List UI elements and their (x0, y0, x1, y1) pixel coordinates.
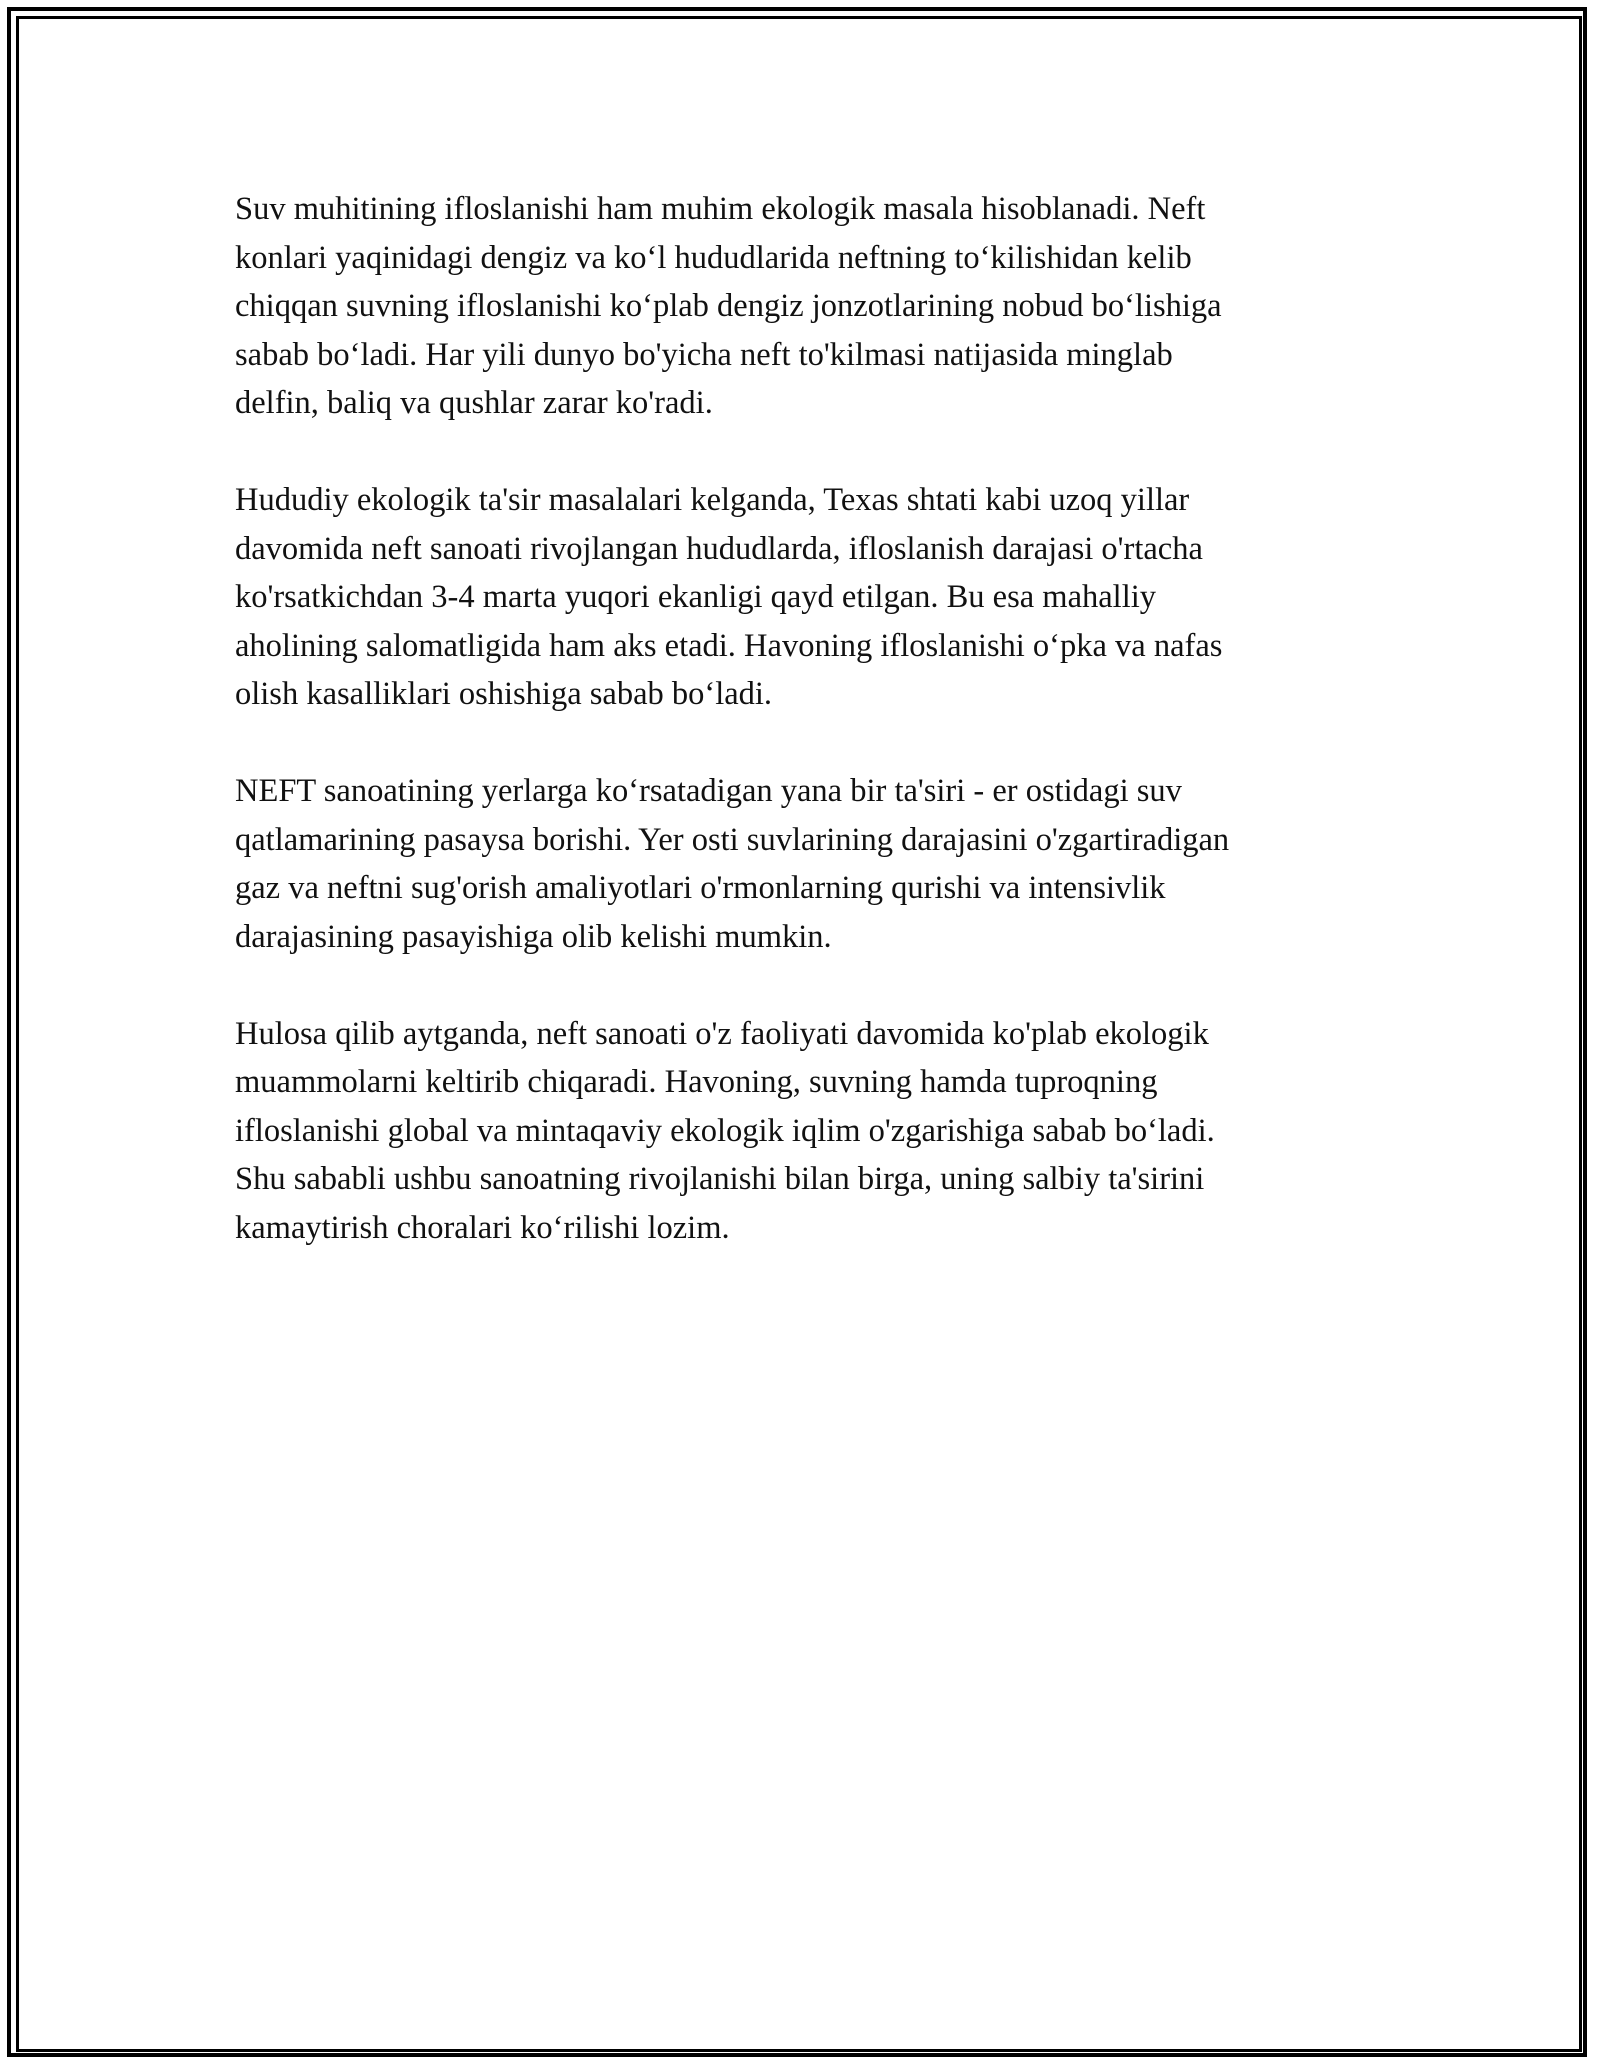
text-line: Hududiy ekologik ta'sir masalalari kelganda, Texas shtati kabi uzoq yillar (235, 482, 1190, 518)
paragraph-regional-impact (235, 476, 1385, 719)
text-line: darajasining pasayishiga olib kelishi mumkin. (235, 918, 832, 955)
text-line: ifloslanishi global va mintaqaviy ekologik iqlim o'zgarishiga sabab bo‘ladi. (235, 1112, 1215, 1149)
text-line: kamaytirish choralari ko‘rilishi lozim. (235, 1209, 730, 1246)
text-line: NEFT sanoatining yerlarga ko‘rsatadigan yana bir ta'siri - er ostidagi suv (235, 773, 1182, 809)
paragraph-conclusion (235, 1010, 1385, 1253)
text-line: gaz va neftni sug'orish amaliyotlari o'rmonlarning qurishi va intensivlik (235, 870, 1166, 906)
text-line: muammolarni keltirib chiqaradi. Havoning, suvning hamda tuproqning (235, 1064, 1158, 1100)
text-line: chiqqan suvning ifloslanishi ko‘plab dengiz jonzotlarining nobud bo‘lishiga (235, 288, 1222, 324)
document-body (235, 185, 1385, 1301)
text-line: olish kasalliklari oshishiga sabab bo‘ladi. (235, 676, 773, 712)
text-line: ko'rsatkichdan 3-4 marta yuqori ekanligi qayd etilgan. Bu esa mahalliy (235, 579, 1157, 615)
paragraph-groundwater (235, 767, 1385, 961)
text-line: Hulosa qilib aytganda, neft sanoati o'z faoliyati davomida ko'plab ekologik (235, 1015, 1209, 1052)
text-line: Shu sababli ushbu sanoatning rivojlanishi bilan birga, uning salbiy ta'sirini (235, 1161, 1205, 1197)
paragraph-water-pollution (235, 185, 1385, 428)
text-line: qatlamarining pasaysa borishi. Yer osti suvlarining darajasini o'zgartiradigan (235, 821, 1230, 858)
text-line: konlari yaqinidagi dengiz va ko‘l hududlarida neftning to‘kilishidan kelib (235, 239, 1192, 276)
text-line: delfin, baliq va qushlar zarar ko'radi. (235, 385, 713, 421)
text-line: sabab bo‘ladi. Har yili dunyo bo'yicha neft to'kilmasi natijasida minglab (235, 336, 1173, 373)
text-line: aholining salomatligida ham aks etadi. Havoning ifloslanishi o‘pka va nafas (235, 627, 1223, 664)
text-line: Suv muhitining ifloslanishi ham muhim ekologik masala hisoblanadi. Neft (235, 191, 1206, 227)
text-line: davomida neft sanoati rivojlangan hududlarda, ifloslanish darajasi o'rtacha (235, 530, 1203, 567)
